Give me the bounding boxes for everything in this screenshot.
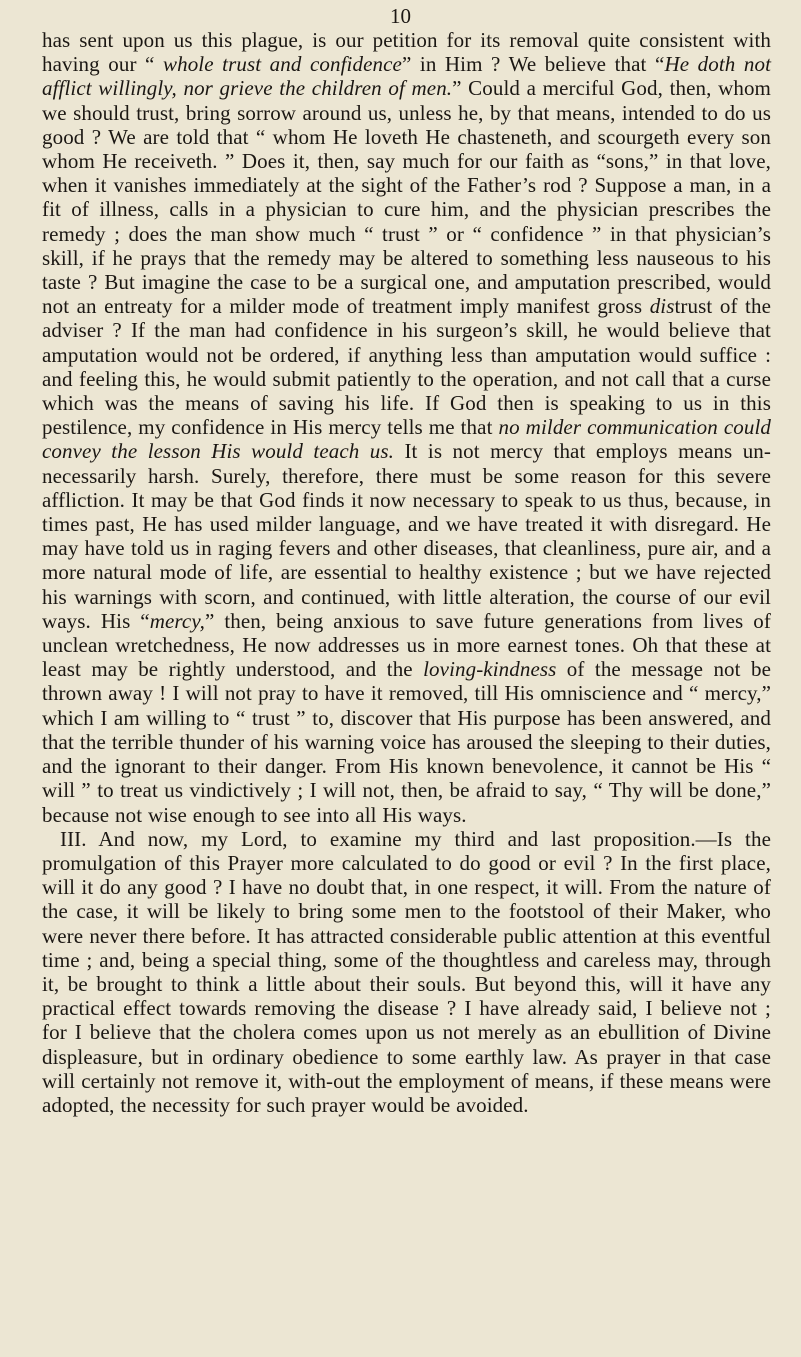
italic-text: whole trust and confidence (163, 52, 402, 77)
italic-text: mercy, (149, 608, 205, 633)
text-run: III. And now, my Lord, to examine my third and last proposition.—Is the promulgation of this Prayer more calculated to do good or evil ? In the first place, will it do any good ? I have no doubt that, in one respect, it will. From the nature of the case, it will be likely to bring some men to the footstool of their Maker, who were never there before. It has attracted considerable public attention at this eventful time ; and, being a special thing, some of the thoughtless and careless may, through it, be brought to think a little about their souls. But beyond this, will it have any practical effect towards removing the disease ? I have already said, I believe not ; for I believe that the cholera comes upon us not merely as an ebullition of Divine displeasure, but in ordinary obedience to some earthly law. As prayer in that case will certainly not remove it, with-out the employment of means, if these means were adopted, the necessity for such prayer would be avoided. (42, 826, 771, 1117)
text-run: trust of the adviser ? If the man had confidence in his surgeon’s skill, he would believe that amputation would not be ordered, if anything less than amputation would suffice : and feeling this, he would submit patiently to the operation, and not call that a curse which was the means of saving his life. If God then is speaking to us in this pestilence, my confidence in His mercy tells me that (42, 294, 771, 440)
body-text (42, 28, 771, 1117)
text-run: ” then, being anxious to save future generations from lives of unclean wretchedness, He now addresses us in more earnest tones. Oh that these at least may be rightly understood, and the (42, 608, 771, 682)
paragraph (42, 827, 771, 1117)
text-run: It is not mercy that employs means un-necessarily harsh. Surely, therefore, there must be some reason for this severe affliction. It may be that God finds it now necessary to speak to us thus, because, in times past, He has used milder language, and we have treated it with disregard. He may have told us in raging fevers and other diseases, that cleanliness, pure air, and a more natural mode of life, are essential to healthy existence ; but we have rejected his warnings with scorn, and continued, with little alteration, the course of our evil ways. His “ (42, 439, 771, 633)
italic-text: He doth not afflict willingly, nor grieve the children of men. (42, 52, 772, 101)
text-run: ” Could a merciful God, then, whom we should trust, bring sorrow around us, unless he, by that means, intended to do us good ? We are told that “ whom He loveth He chasteneth, and scourgeth every son whom He receiveth. ” Does it, then, say much for our faith as “sons,” in that love, when it vanishes immediately at the sight of the Father’s rod ? Suppose a man, in a fit of illness, calls in a physician to cure him, and the physician prescribes the remedy ; does the man show much “ trust ” or “ confidence ” in that physician’s skill, if he prays that the remedy may be altered to something less nauseous to his taste ? But imagine the case to be a surgical one, and amputation prescribed, would not an entreaty for a milder mode of treatment imply manifest gross (42, 76, 771, 319)
italic-text: loving-kindness (423, 657, 557, 682)
text-run: ” in Him ? We believe that “ (401, 52, 665, 77)
text-run: of the message not be thrown away ! I will not pray to have it removed, till His omniscience and “ mercy,” which I am willing to “ trust ” to, discover that His purpose has been answered, and that the terrible thunder of his warning voice has aroused the sleeping to their duties, and the ignorant to their danger. From His known benevolence, it cannot be His “ will ” to treat us vindictively ; I will not, then, be afraid to say, “ Thy will be done,” because not wise enough to see into all His ways. (42, 657, 771, 827)
paragraph (42, 28, 771, 827)
text-run: has sent upon us this plague, is our petition for its removal quite consistent with having our “ (42, 28, 771, 77)
italic-text: dis (649, 294, 675, 319)
italic-text: no milder communication could convey the lesson His would teach us. (42, 415, 771, 464)
page-number: 10 (390, 4, 411, 28)
